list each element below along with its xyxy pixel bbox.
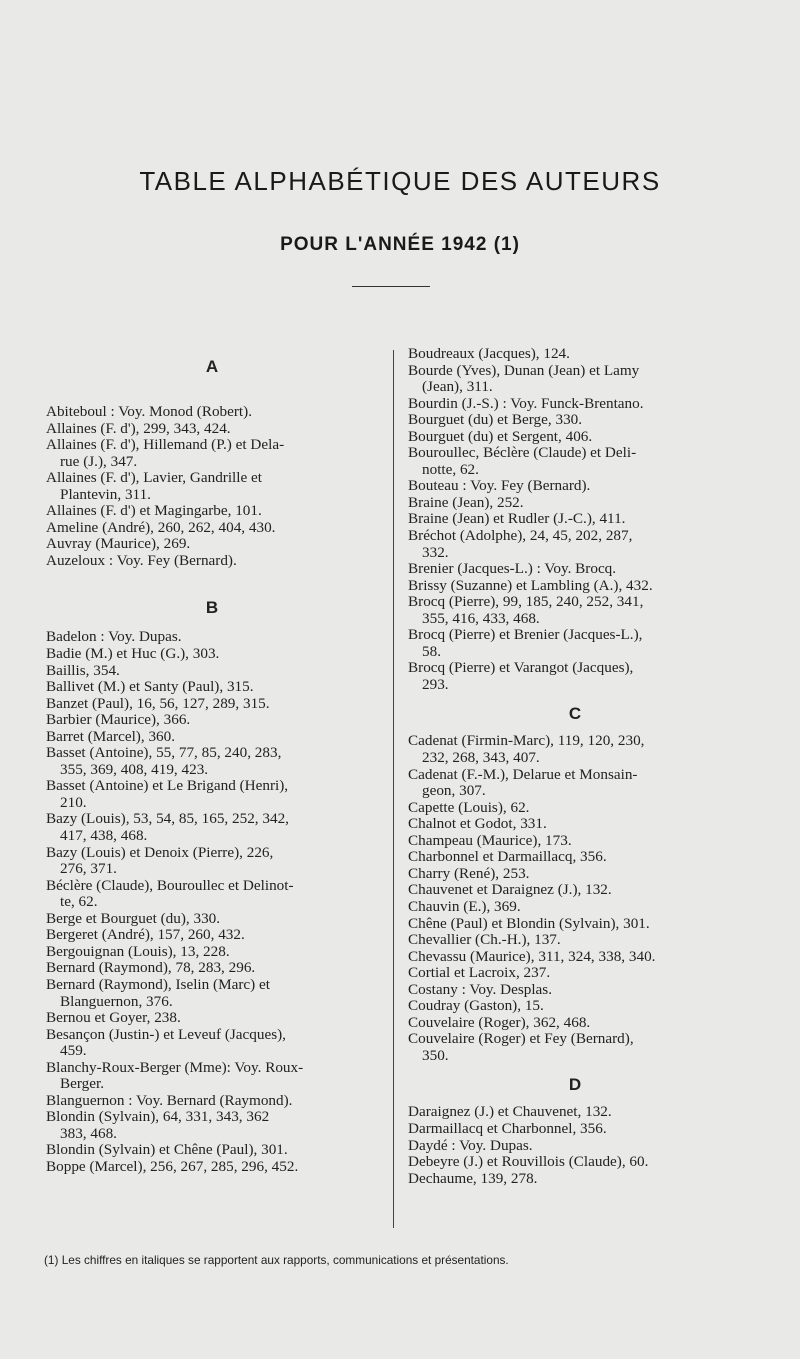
index-entry-line: Cortial et Lacroix, 237.	[408, 964, 551, 982]
index-entry	[408, 849, 742, 866]
index-entry-line: geon, 307.	[422, 782, 486, 800]
index-entry	[46, 1010, 378, 1027]
page-title: TABLE ALPHABÉTIQUE DES AUTEURS	[139, 166, 661, 196]
index-entry-line: 276, 371.	[60, 860, 117, 878]
index-entry-line: Plantevin, 311.	[60, 485, 151, 503]
index-entry	[46, 1109, 378, 1142]
index-entry-line: Brenier (Jacques-L.) : Voy. Brocq.	[408, 560, 617, 578]
index-entry-line: 355, 416, 433, 468.	[422, 609, 540, 627]
index-entry	[408, 561, 742, 578]
index-entry-line: Bernard (Raymond), 78, 283, 296.	[46, 959, 256, 977]
index-entry-line: Boudreaux (Jacques), 124.	[408, 345, 570, 362]
index-entry	[46, 927, 378, 944]
index-entry	[408, 982, 742, 999]
index-entry-line: Barret (Marcel), 360.	[46, 727, 176, 745]
index-entry	[408, 578, 742, 595]
index-entry	[46, 977, 378, 1010]
index-entry	[46, 712, 378, 729]
index-entry-line: Bernard (Raymond), Iselin (Marc) et	[46, 975, 270, 993]
index-entry	[408, 866, 742, 883]
index-entry-line: Coudray (Gaston), 15.	[408, 997, 544, 1015]
index-entry	[46, 629, 378, 646]
index-entry	[46, 811, 378, 844]
index-entry-line: Bazy (Louis) et Denoix (Pierre), 226,	[46, 843, 274, 861]
index-entry-line: Chauvin (E.), 369.	[408, 897, 521, 915]
index-entry	[46, 536, 378, 553]
index-entry-line: Bazy (Louis), 53, 54, 85, 165, 252, 342,	[46, 810, 289, 828]
index-entry-line: Daraignez (J.) et Chauvenet, 132.	[408, 1103, 612, 1121]
index-entry	[46, 944, 378, 961]
index-entry	[408, 511, 742, 528]
index-entry-line: Blondin (Sylvain) et Chêne (Paul), 301.	[46, 1141, 288, 1159]
index-entry-line: Bouteau : Voy. Fey (Bernard).	[408, 477, 591, 495]
index-entry	[408, 445, 742, 478]
index-entry-line: 355, 369, 408, 419, 423.	[60, 760, 209, 778]
index-entry-line: Ballivet (M.) et Santy (Paul), 315.	[46, 678, 254, 696]
index-entry	[408, 627, 742, 660]
index-entry-line: (Jean), 311.	[422, 378, 493, 396]
index-entry	[46, 745, 378, 778]
index-entry-line: 383, 468.	[60, 1124, 117, 1142]
index-entry	[46, 503, 378, 520]
title-rule	[352, 286, 430, 287]
index-entry	[46, 437, 378, 470]
index-entry-line: Charbonnel et Darmaillacq, 356.	[408, 848, 607, 866]
index-entry	[408, 429, 742, 446]
index-entry	[46, 1093, 378, 1110]
index-entry-line: Auvray (Maurice), 269.	[46, 535, 191, 553]
index-entry-line: 293.	[422, 675, 449, 693]
index-entry-line: Darmaillacq et Charbonnel, 356.	[408, 1119, 607, 1137]
index-entry-line: Basset (Antoine) et Le Brigand (Henri),	[46, 777, 289, 795]
index-entry	[46, 729, 378, 746]
section-a-entries	[46, 404, 378, 569]
index-entry	[408, 767, 742, 800]
index-entry-line: 210.	[60, 793, 87, 811]
index-entry	[408, 528, 742, 561]
index-entry-line: Bourguet (du) et Berge, 330.	[408, 411, 583, 429]
section-letter-a: A	[205, 357, 219, 376]
index-entry-line: Baillis, 354.	[46, 661, 120, 679]
index-entry-line: Allaines (F. d') et Magingarbe, 101.	[46, 502, 262, 520]
index-entry	[46, 404, 378, 421]
footnote: (1) Les chiffres en italiques se rapportent aux rapports, communications et présentations.	[44, 1253, 509, 1267]
index-entry	[408, 412, 742, 429]
index-entry-line: Chevassu (Maurice), 311, 324, 338, 340.	[408, 947, 656, 965]
index-entry	[408, 998, 742, 1015]
index-entry-line: Blanguernon : Voy. Bernard (Raymond).	[46, 1091, 293, 1109]
index-entry-line: Chêne (Paul) et Blondin (Sylvain), 301.	[408, 914, 650, 932]
index-entry	[408, 816, 742, 833]
index-entry-line: Barbier (Maurice), 366.	[46, 711, 191, 729]
index-entry	[46, 696, 378, 713]
index-entry-line: Badelon : Voy. Dupas.	[46, 628, 182, 646]
index-entry-line: Bréchot (Adolphe), 24, 45, 202, 287,	[408, 527, 633, 545]
index-entry-line: Bernou et Goyer, 238.	[46, 1009, 181, 1027]
section-letter-d: D	[568, 1075, 582, 1095]
index-entry	[46, 878, 378, 911]
index-entry	[408, 660, 742, 693]
index-entry	[408, 1171, 742, 1188]
index-entry-line: Allaines (F. d'), Hillemand (P.) et Dela-	[46, 436, 285, 454]
index-entry-line: Béclère (Claude), Bouroullec et Delinot-	[46, 876, 294, 894]
section-letter-c: C	[568, 704, 582, 724]
section-b-entries	[46, 629, 378, 1175]
index-entry-line: Bourdin (J.-S.) : Voy. Funck-Brentano.	[408, 394, 644, 412]
index-entry	[408, 1015, 742, 1032]
index-entry	[408, 594, 742, 627]
index-entry-line: Braine (Jean) et Rudler (J.-C.), 411.	[408, 510, 626, 528]
index-entry-line: 332.	[422, 543, 449, 561]
index-entry-line: Allaines (F. d'), 299, 343, 424.	[46, 419, 231, 437]
index-entry-line: Besançon (Justin-) et Leveuf (Jacques),	[46, 1025, 286, 1043]
index-entry	[46, 679, 378, 696]
index-entry-line: Brocq (Pierre), 99, 185, 240, 252, 341,	[408, 593, 644, 611]
index-entry-line: Cadenat (F.-M.), Delarue et Monsain-	[408, 765, 638, 783]
column-divider	[393, 350, 394, 1228]
index-entry	[408, 495, 742, 512]
index-entry-line: Bourguet (du) et Sergent, 406.	[408, 427, 593, 445]
index-entry-line: Boppe (Marcel), 256, 267, 285, 296, 452.	[46, 1157, 299, 1175]
index-entry	[46, 1159, 378, 1176]
page-subtitle: POUR L'ANNÉE 1942 (1)	[280, 234, 520, 255]
index-entry-line: 350.	[422, 1046, 449, 1064]
section-c-entries	[408, 733, 742, 1064]
index-entry-line: te, 62.	[60, 893, 98, 911]
index-entry-line: Blanguernon, 376.	[60, 992, 173, 1010]
index-entry	[46, 960, 378, 977]
index-entry-line: Auzeloux : Voy. Fey (Bernard).	[46, 551, 237, 569]
index-entry-line: Abiteboul : Voy. Monod (Robert).	[46, 403, 253, 420]
index-entry-line: Daydé : Voy. Dupas.	[408, 1136, 533, 1154]
index-entry	[408, 1031, 742, 1064]
index-entry-line: 232, 268, 343, 407.	[422, 749, 540, 767]
index-entry-line: 417, 438, 468.	[60, 827, 148, 845]
right-column	[408, 346, 742, 1187]
index-entry-line: Bergouignan (Louis), 13, 228.	[46, 942, 230, 960]
index-entry	[408, 478, 742, 495]
left-column	[46, 346, 378, 1176]
index-entry	[408, 965, 742, 982]
index-entry	[46, 1060, 378, 1093]
index-entry	[408, 1121, 742, 1138]
index-entry	[46, 421, 378, 438]
index-entry	[46, 553, 378, 570]
index-entry	[46, 470, 378, 503]
index-entry-line: Champeau (Maurice), 173.	[408, 831, 572, 849]
index-entry-line: Charry (René), 253.	[408, 864, 530, 882]
index-entry-line: Bouroullec, Béclère (Claude) et Deli-	[408, 444, 637, 462]
index-entry-line: Blondin (Sylvain), 64, 331, 343, 362	[46, 1108, 270, 1126]
index-entry-line: Chevallier (Ch.-H.), 137.	[408, 931, 561, 949]
index-entry	[408, 916, 742, 933]
index-entry-line: Berge et Bourguet (du), 330.	[46, 909, 221, 927]
index-entry-line: Braine (Jean), 252.	[408, 493, 524, 511]
index-entry-line: Couvelaire (Roger), 362, 468.	[408, 1013, 591, 1031]
index-entry	[408, 899, 742, 916]
index-entry	[408, 346, 742, 363]
index-entry-line: Debeyre (J.) et Rouvillois (Claude), 60.	[408, 1153, 649, 1171]
index-entry	[46, 1027, 378, 1060]
index-entry	[46, 778, 378, 811]
index-entry-line: Ameline (André), 260, 262, 404, 430.	[46, 518, 276, 536]
index-entry-line: Brissy (Suzanne) et Lambling (A.), 432.	[408, 576, 653, 594]
index-entry-line: Chalnot et Godot, 331.	[408, 815, 547, 833]
index-entry-line: Allaines (F. d'), Lavier, Gandrille et	[46, 469, 262, 487]
index-entry-line: Badie (M.) et Huc (G.), 303.	[46, 645, 220, 663]
index-entry-line: Brocq (Pierre) et Brenier (Jacques-L.),	[408, 626, 643, 644]
index-entry	[408, 1154, 742, 1171]
index-entry-line: Dechaume, 139, 278.	[408, 1169, 538, 1187]
section-d-entries	[408, 1104, 742, 1187]
section-b-cont-entries	[408, 346, 742, 693]
index-entry-line: Berger.	[60, 1075, 105, 1093]
index-entry	[408, 396, 742, 413]
index-entry-line: Basset (Antoine), 55, 77, 85, 240, 283,	[46, 744, 282, 762]
index-entry-line: Capette (Louis), 62.	[408, 798, 530, 816]
index-entry	[408, 733, 742, 766]
index-entry-line: rue (J.), 347.	[60, 452, 138, 470]
index-entry-line: Couvelaire (Roger) et Fey (Bernard),	[408, 1030, 634, 1048]
index-entry-line: Bourde (Yves), Dunan (Jean) et Lamy	[408, 361, 640, 379]
index-entry-line: Costany : Voy. Desplas.	[408, 980, 553, 998]
index-entry-line: Chauvenet et Daraignez (J.), 132.	[408, 881, 612, 899]
index-entry-line: 58.	[422, 642, 441, 660]
index-entry-line: Banzet (Paul), 16, 56, 127, 289, 315.	[46, 694, 270, 712]
index-entry	[46, 845, 378, 878]
index-entry-line: Blanchy-Roux-Berger (Mme): Voy. Roux-	[46, 1058, 304, 1076]
index-entry-line: Bergeret (André), 157, 260, 432.	[46, 926, 245, 944]
index-entry	[46, 520, 378, 537]
index-entry	[408, 949, 742, 966]
index-entry	[408, 1138, 742, 1155]
index-entry	[408, 932, 742, 949]
index-entry	[408, 800, 742, 817]
index-entry-line: notte, 62.	[422, 460, 479, 478]
index-entry-line: 459.	[60, 1042, 87, 1060]
index-entry	[408, 833, 742, 850]
index-entry	[408, 882, 742, 899]
index-entry	[46, 646, 378, 663]
index-entry	[408, 1104, 742, 1121]
index-entry	[46, 663, 378, 680]
section-letter-b: B	[205, 598, 219, 618]
index-entry-line: Cadenat (Firmin-Marc), 119, 120, 230,	[408, 732, 645, 750]
index-entry-line: Brocq (Pierre) et Varangot (Jacques),	[408, 659, 634, 677]
index-entry	[46, 1142, 378, 1159]
index-entry	[46, 911, 378, 928]
index-entry	[408, 363, 742, 396]
